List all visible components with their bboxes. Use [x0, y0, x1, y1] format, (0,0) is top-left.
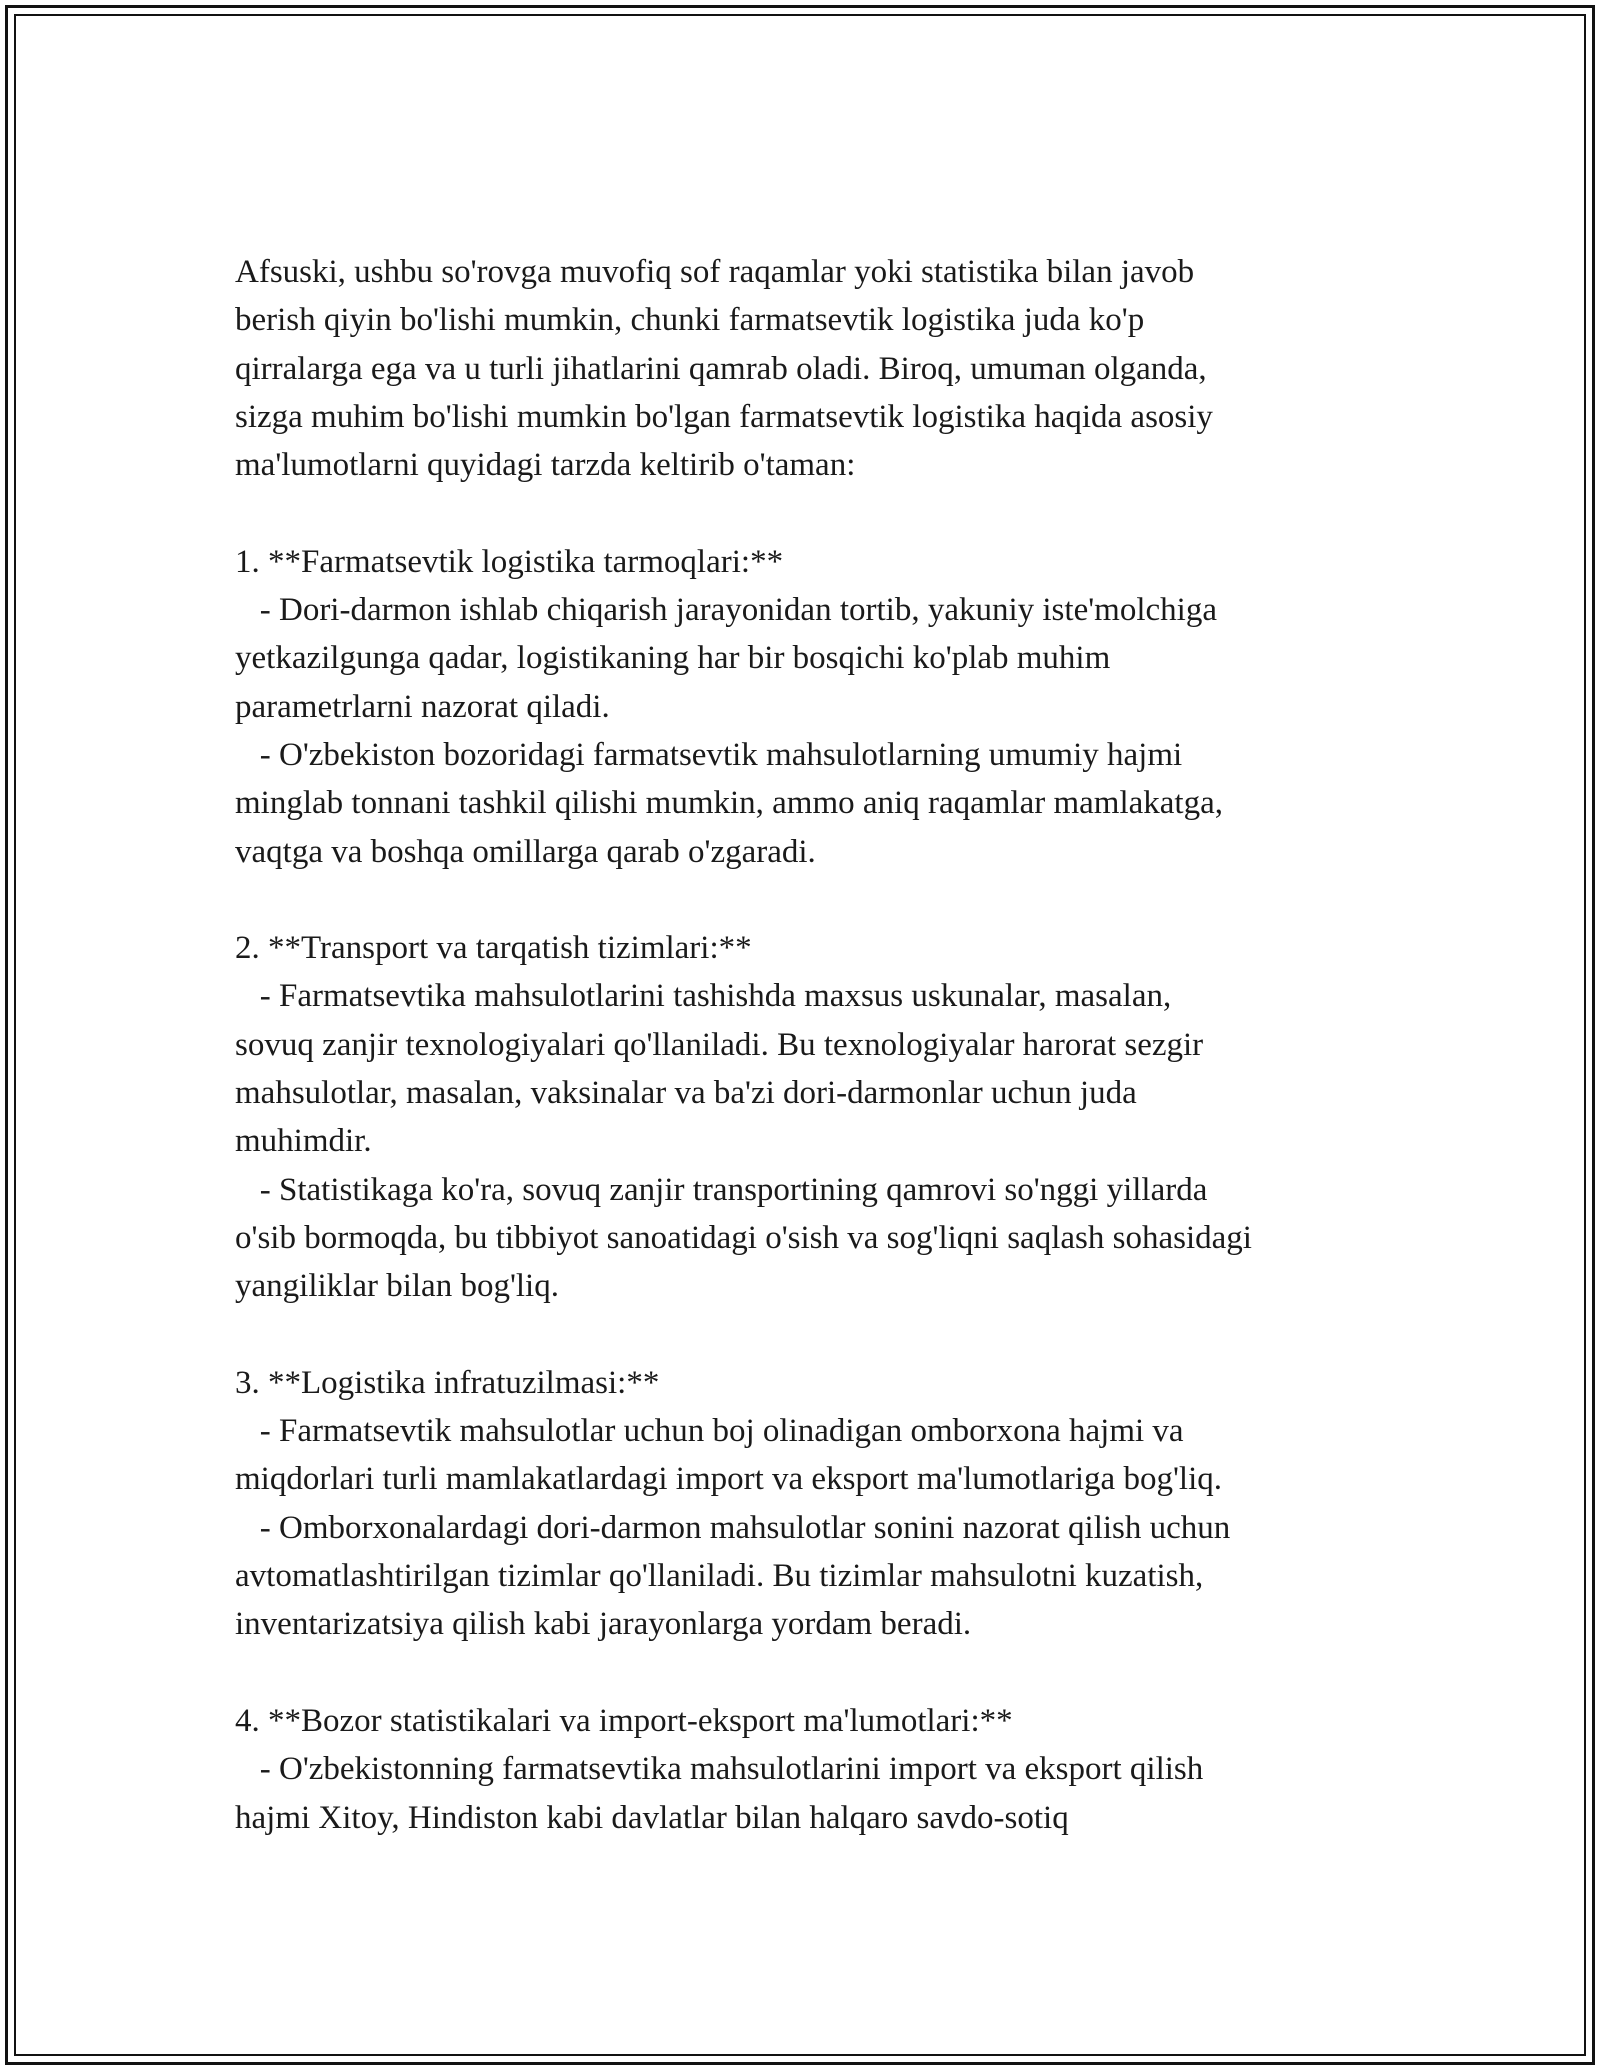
paragraph-gap — [235, 1311, 1395, 1359]
section-line: miqdorlari turli mamlakatlardagi import va eksport ma'lumotlariga bog'liq. — [235, 1461, 1222, 1498]
paragraph-gap — [235, 876, 1395, 924]
section-line: yetkazilgunga qadar, logistikaning har bir bosqichi ko'plab muhim — [235, 640, 1111, 677]
document-body — [235, 248, 1395, 1842]
section-line: - O'zbekistonning farmatsevtika mahsulotlarini import va eksport qilish — [235, 1751, 1204, 1788]
intro-line: qirralarga ega va u turli jihatlarini qamrab oladi. Biroq, umuman olganda, — [235, 350, 1207, 387]
paragraph-gap — [235, 1649, 1395, 1697]
section-line: inventarizatsiya qilish kabi jarayonlarga yordam beradi. — [235, 1606, 972, 1643]
intro-line: berish qiyin bo'lishi mumkin, chunki farmatsevtik logistika juda ko'p — [235, 302, 1145, 339]
intro-paragraph — [235, 248, 1395, 489]
section-1 — [235, 538, 1395, 876]
section-line: avtomatlashtirilgan tizimlar qo'llaniladi. Bu tizimlar mahsulotni kuzatish, — [235, 1558, 1204, 1595]
section-line: - O'zbekiston bozoridagi farmatsevtik mahsulotlarning umumiy hajmi — [235, 736, 1183, 773]
section-line: vaqtga va boshqa omillarga qarab o'zgaradi. — [235, 833, 816, 870]
section-line: - Omborxonalardagi dori-darmon mahsulotlar sonini nazorat qilish uchun — [235, 1509, 1231, 1546]
section-line: - Farmatsevtika mahsulotlarini tashishda maxsus uskunalar, masalan, — [235, 978, 1172, 1015]
intro-line: ma'lumotlarni quyidagi tarzda keltirib o'taman: — [235, 447, 856, 484]
section-heading: 3. **Logistika infratuzilmasi:** — [235, 1364, 660, 1401]
section-line: o'sib bormoqda, bu tibbiyot sanoatidagi o'sish va sog'liqni saqlash sohasidagi — [235, 1219, 1252, 1256]
section-line: - Dori-darmon ishlab chiqarish jarayonidan tortib, yakuniy iste'molchiga — [235, 592, 1217, 629]
section-line: parametrlarni nazorat qiladi. — [235, 688, 610, 725]
section-line: mahsulotlar, masalan, vaksinalar va ba'zi dori-darmonlar uchun juda — [235, 1075, 1137, 1112]
section-2 — [235, 924, 1395, 1310]
section-heading: 1. **Farmatsevtik logistika tarmoqlari:** — [235, 543, 784, 580]
section-line: - Farmatsevtik mahsulotlar uchun boj olinadigan omborxona hajmi va — [235, 1413, 1184, 1450]
section-3 — [235, 1359, 1395, 1649]
section-line: muhimdir. — [235, 1123, 372, 1160]
section-line: - Statistikaga ko'ra, sovuq zanjir transportining qamrovi so'nggi yillarda — [235, 1171, 1208, 1208]
section-line: sovuq zanjir texnologiyalari qo'llaniladi. Bu texnologiyalar harorat sezgir — [235, 1026, 1204, 1063]
paragraph-gap — [235, 489, 1395, 537]
section-line: yangiliklar bilan bog'liq. — [235, 1268, 559, 1305]
intro-line: sizga muhim bo'lishi mumkin bo'lgan farmatsevtik logistika haqida asosiy — [235, 398, 1213, 435]
section-heading: 4. **Bozor statistikalari va import-eksport ma'lumotlari:** — [235, 1702, 1013, 1739]
section-line: hajmi Xitoy, Hindiston kabi davlatlar bilan halqaro savdo-sotiq — [235, 1799, 1069, 1836]
intro-line: Afsuski, ushbu so'rovga muvofiq sof raqamlar yoki statistika bilan javob — [235, 254, 1195, 290]
section-line: minglab tonnani tashkil qilishi mumkin, ammo aniq raqamlar mamlakatga, — [235, 785, 1223, 822]
section-4 — [235, 1697, 1395, 1842]
section-heading: 2. **Transport va tarqatish tizimlari:** — [235, 930, 752, 967]
